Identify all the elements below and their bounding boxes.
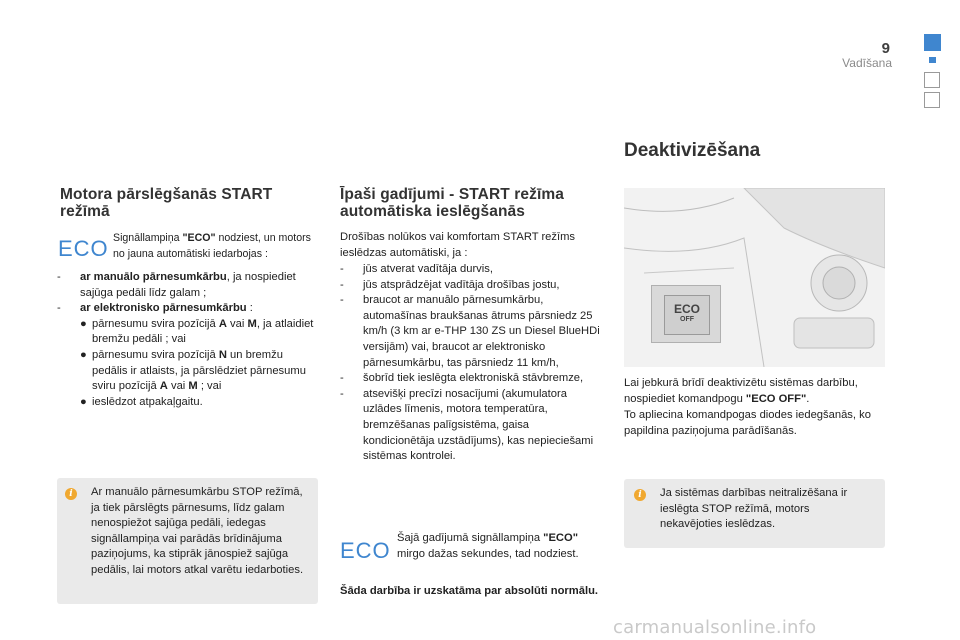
eco-indicator-icon: [58, 236, 109, 262]
text: mirgo dažas sekundes, tad nodziest.: [397, 547, 579, 560]
bullet: ●: [80, 395, 87, 408]
text: .: [806, 392, 810, 405]
col1-list: [57, 270, 315, 410]
page-number: 9: [881, 40, 890, 57]
col3-title: Deaktivizēšana: [624, 140, 761, 161]
info-note-text: Ja sistēmas darbības neitralizēšana ir ieslēgta STOP režīmā, motors nekavējoties ieslēdzas.: [660, 487, 848, 531]
text-bold: "ECO": [543, 532, 579, 544]
eco-off-button-face: [664, 295, 710, 335]
list-item: [340, 262, 602, 278]
dash: -: [57, 271, 61, 283]
info-note-col3: [624, 479, 885, 548]
info-icon: i: [634, 489, 646, 501]
info-note-col1: [57, 478, 318, 604]
col3-text: [624, 376, 894, 407]
text-bold: "ECO OFF": [745, 392, 807, 405]
text-bold: ar manuālo pārnesumkārbu: [80, 271, 227, 283]
eco-off-button-illustration: [624, 188, 885, 367]
button-label: ECO: [673, 302, 700, 316]
text: nodziest, un motors no jauna automātiski iedarbojas :: [113, 232, 311, 260]
col1-title: Motora pārslēgšanās START režīmā: [60, 186, 273, 220]
col2-intro: Drošības nolūkos vai komfortam START režīms ieslēdzas automātiski, ja :: [340, 231, 576, 259]
eco-label: ECO: [58, 236, 109, 261]
eco-description: [113, 231, 323, 262]
col2-title: Īpaši gadījumi - START režīma automātiska ieslēgšanās: [340, 186, 564, 220]
dash: -: [340, 387, 344, 400]
text: , ja nospiediet sajūga pedāli līdz galam ;: [80, 271, 296, 299]
bullet-text: [92, 348, 315, 395]
watermark: carmanualsonline.info: [613, 617, 817, 638]
text-bold: M: [188, 380, 198, 393]
button-sublabel: OFF: [680, 316, 694, 323]
col2-list: [340, 262, 602, 465]
info-icon: i: [65, 488, 77, 500]
text: pārnesumu svira pozīcijā: [92, 317, 219, 330]
page-tab-box: [924, 72, 940, 88]
eco-indicator-icon: [340, 538, 391, 564]
list-item-text: [80, 301, 253, 317]
text: Lai jebkurā brīdī deaktivizētu sistēmas darbību, nospiediet komandpogu: [624, 377, 858, 405]
text: vai: [167, 380, 189, 393]
text-bold: A: [159, 380, 168, 393]
text: Šajā gadījumā signāllampiņa: [397, 532, 544, 544]
eco-off-button[interactable]: [651, 285, 721, 343]
text-bold: A: [218, 317, 227, 330]
list-item-text: braucot ar manuālo pārnesumkārbu, automašīnas braukšanas ātrums pārsniedz 25 km/h (3 km ar e-THP 130 ZS un Diesel BlueHDi versijām) vai, braucot ar elektronisko pārnesumkārbu, tas pārsniedz 11 km/h,: [363, 294, 600, 369]
list-item: [57, 301, 315, 317]
info-note-text: Ar manuālo pārnesumkārbu STOP režīmā, ja tiek pārslēgts pārnesums, līdz galam nenospiežot sajūga pedāli, iedegas signāllampiņa vai parādās brīdinājuma paziņojums, ka stiprāk jānospiež sajūga pedālis, lai motors atkal varētu iedarboties.: [91, 486, 304, 576]
dash: -: [340, 294, 344, 307]
page-tab-box: [924, 92, 940, 108]
bullet: ●: [80, 348, 87, 361]
list-item: [57, 270, 315, 301]
bullet-item: [80, 395, 315, 411]
list-item: [340, 387, 602, 465]
list-item-text: [80, 270, 315, 301]
dash: -: [340, 372, 344, 385]
dash: -: [340, 263, 344, 275]
eco-label: ECO: [340, 538, 391, 563]
list-item-text: jūs atverat vadītāja durvis,: [363, 263, 493, 275]
bullet-text: ieslēdzot atpakaļgaitu.: [92, 395, 203, 408]
text: Signāllampiņa: [113, 232, 183, 244]
text-bold: N: [218, 348, 227, 361]
text: vai: [226, 317, 248, 330]
text: , ja atlaidiet bremžu pedāli ; vai: [92, 317, 314, 346]
section-title: Vadīšana: [842, 56, 892, 70]
list-item-text: šobrīd tiek ieslēgta elektroniskā stāvbremze,: [363, 372, 584, 385]
list-item-text: jūs atsprādzējat vadītāja drošības jostu,: [363, 278, 560, 291]
eco-blink-description: [397, 531, 609, 562]
bullet-list: [57, 317, 315, 411]
dash: -: [57, 302, 61, 315]
col3-text2: To apliecina komandpogas diodes iedegšanās, ko papildina paziņojuma parādīšanās.: [624, 409, 871, 437]
text: :: [246, 302, 253, 315]
text: ; vai: [197, 380, 222, 393]
text: un bremžu pedālis ir atlaists, ja pārslēdziet pārnesumu sviru pozīcijā: [92, 348, 306, 393]
bullet-item: [80, 317, 315, 348]
list-item: [340, 278, 602, 294]
text-bold: "ECO": [182, 232, 216, 244]
text-bold: M: [247, 317, 257, 330]
list-item: [340, 293, 602, 371]
bullet-text: [92, 317, 315, 348]
text-bold: ar elektronisko pārnesumkārbu: [80, 302, 247, 315]
bullet: ●: [80, 317, 87, 330]
list-item: [340, 371, 602, 387]
bullet-item: [80, 348, 315, 395]
page-tab-marker: [924, 34, 941, 51]
text: pārnesumu svira pozīcijā: [92, 348, 219, 361]
col2-footer: Šāda darbība ir uzskatāma par absolūti normālu.: [340, 585, 599, 597]
dash: -: [340, 278, 344, 291]
list-item-text: atsevišķi precīzi nosacījumi (akumulatora uzlādes līmenis, motora temperatūra, bremzēšanas palīgsistēma, gaisa kondicionētāja uzstādījums), kas nepieciešami sistēmas kontrolei.: [363, 387, 594, 463]
